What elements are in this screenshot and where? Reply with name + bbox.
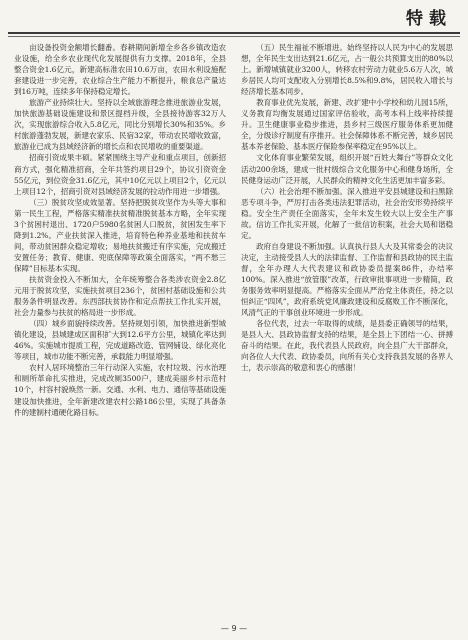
paragraph: （六）社会治理不断加强。深入推进平安县城建设和扫黑除恶专项斗争，严厉打击各类违法犯罪活动，社会治安形势持续平稳。安全生产责任全面落实，全年未发生较大以上安全生产事故。信访工作扎实开展，化解了一批信访积案，社会大局和谐稳定。 xyxy=(241,186,453,240)
paragraph: （四）城乡面貌持续改善。坚持规划引领，加快推进新型城镇化建设，县城建成区面积扩大到12.6平方公里，城镇化率达到46%。实施城市提质工程，完成道路改造、管网铺设、绿化亮化等项目，城市功能不断完善，承载能力明显增强。 xyxy=(14,319,226,362)
paragraph: 各位代表，过去一年取得的成绩，是县委正确领导的结果，是县人大、县政协监督支持的结果，是全县上下团结一心、拼搏奋斗的结果。在此，我代表县人民政府，向全县广大干部群众，向各位人大代表、政协委员，向所有关心支持我县发展的各界人士，表示崇高的敬意和衷心的感谢！ xyxy=(241,319,453,373)
paragraph: 扶贫资金投入不断加大，全年统筹整合各类涉农资金2.8亿元用于脱贫攻坚，实施扶贫项目236个，贫困村基础设施和公共服务条件明显改善。东西部扶贫协作和定点帮扶工作扎实开展，社会力量参与扶贫的格局进一步形成。 xyxy=(14,274,226,318)
header-rule-secondary xyxy=(8,36,460,37)
paragraph: 教育事业优先发展，新建、改扩建中小学校和幼儿园15所，义务教育均衡发展通过国家评估验收，高考本科上线率持续提升。卫生健康事业稳步推进，县乡村三级医疗服务体系更加健全，分级诊疗制度有序推开。社会保障体系不断完善，城乡居民基本养老保险、基本医疗保险参保率稳定在95%以上。 xyxy=(241,98,453,152)
paragraph: （五）民生福祉不断增进。始终坚持以人民为中心的发展思想，全年民生支出达到21.6亿元，占一般公共预算支出的80%以上。新增城镇就业3200人，转移农村劳动力就业5.6万人次，城乡居民人均可支配收入分别增长8.5%和9.8%，居民收入增长与经济增长基本同步。 xyxy=(241,43,453,97)
header-rule xyxy=(8,32,460,34)
paragraph: 文化体育事业繁荣发展，组织开展“百姓大舞台”等群众文化活动200余场，建成一批村级综合文化服务中心和健身场所，全民健身运动广泛开展，人民群众的精神文化生活更加丰富多彩。 xyxy=(241,153,453,185)
paragraph: 亩设备投资金额增长翻番。春耕期间新增全乡各乡镇改造农业设施，给全乡农业现代化发展提供有力支撑。2018年，全县整合资金1.6亿元，新建高标准农田10.6万亩，农田水利设施配套建设进一步完善，农业综合生产能力不断提升，粮食总产量达到16万吨，连续多年保持稳定增长。 xyxy=(14,43,226,97)
paragraph: （三）脱贫攻坚成效显著。坚持把脱贫攻坚作为头等大事和第一民生工程，严格落实精准扶贫精准脱贫基本方略，全年实现3个贫困村退出、1720户5980名贫困人口脱贫，贫困发生率下降到1.2%。产业扶贫深入推进，培育特色种养业基地和扶贫车间，带动贫困群众稳定增收；易地扶贫搬迁有序实施，完成搬迁安置任务；教育、健康、兜底保障等政策全面落实，“两不愁三保障”目标基本实现。 xyxy=(14,197,226,273)
paragraph: 政府自身建设不断加强。认真执行县人大及其常委会的决议决定，主动接受县人大的法律监督、工作监督和县政协的民主监督，全年办理人大代表建议和政协委员提案86件，办结率100%。深入推进“放管服”改革，行政审批事项进一步精简，政务服务效率明显提高。严格落实全面从严治党主体责任，持之以恒纠正“四风”，政府系统党风廉政建设和反腐败工作不断深化，风清气正的干事创业环境进一步形成。 xyxy=(241,241,453,318)
section-title: 特载 xyxy=(406,9,452,29)
page-number: — 9 — xyxy=(220,624,248,633)
paragraph: 旅游产业持续壮大。坚持以全域旅游理念推进旅游业发展，加快旅游基础设施建设和景区提档升级，全县接待游客32万人次，实现旅游综合收入5.8亿元，同比分别增长30%和35%。乡村旅游蓬勃发展，新建农家乐、民宿32家，带动农民增收致富，旅游业已成为县域经济新的增长点和农民增收的重要渠道。 xyxy=(14,98,226,152)
paragraph: 农村人居环境整治三年行动深入实施，农村垃圾、污水治理和厕所革命扎实推进，完成改厕3500户，建成美丽乡村示范村10个，村容村貌焕然一新。交通、水利、电力、通信等基础设施建设加快推进，全年新建改建农村公路186公里，实现了具备条件的建制村通硬化路目标。 xyxy=(14,363,226,417)
left-column xyxy=(14,42,226,622)
paragraph: 招商引资成果丰硕。紧紧围绕主导产业和重点项目，创新招商方式，强化精准招商，全年共签约项目29个，协议引资资金55亿元，到位资金31.6亿元，其中10亿元以上项目2个，亿元以上项目12个，招商引资对县域经济发展的拉动作用进一步增强。 xyxy=(14,153,226,196)
right-column xyxy=(241,42,453,622)
